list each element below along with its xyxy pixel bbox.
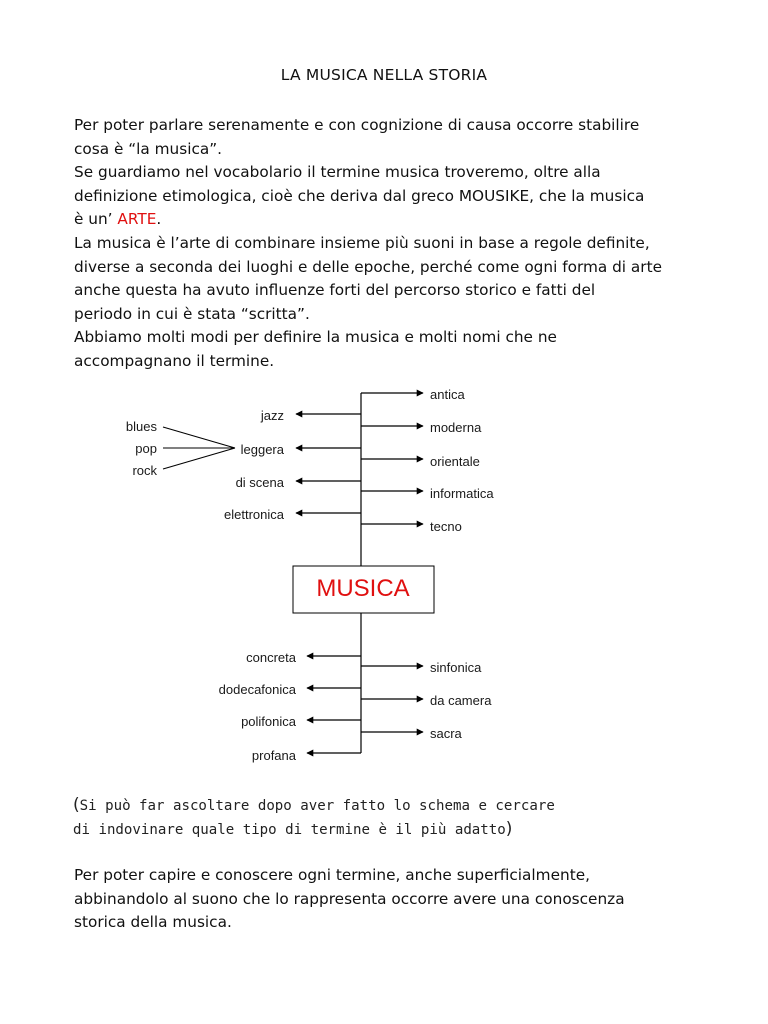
label-tecno: tecno <box>430 519 462 534</box>
label-sacra: sacra <box>430 726 462 741</box>
intro-line: Se guardiamo nel vocabolario il termine musica troveremo, oltre alla <box>74 163 601 182</box>
fan-line-blues <box>163 427 235 448</box>
label-sinfonica: sinfonica <box>430 660 482 675</box>
label-pop: pop <box>135 441 157 456</box>
label-polifonica: polifonica <box>241 714 296 729</box>
label-antica: antica <box>430 387 465 402</box>
closing-line: Per poter capire e conoscere ogni termine, anche superficialmente, <box>74 866 590 884</box>
note-text: di indovinare quale tipo di termine è il più adatto <box>73 822 506 838</box>
note-line <box>73 794 733 818</box>
label-rock: rock <box>132 463 157 478</box>
musica-label: MUSICA <box>316 575 410 602</box>
label-orientale: orientale <box>430 454 480 469</box>
intro-line: Abbiamo molti modi per definire la musica e molti nomi che ne <box>74 328 557 347</box>
label-dodecafonica: dodecafonica <box>218 682 296 697</box>
intro-text: è un’ <box>74 210 118 229</box>
label-da-camera: da camera <box>430 693 492 708</box>
intro-line: periodo in cui è stata “scritta”. <box>74 304 310 323</box>
intro-line: definizione etimologica, cioè che deriva dal greco MOUSIKE, che la musica <box>74 186 645 205</box>
note-text: Si può far ascoltare dopo aver fatto lo schema e cercare <box>79 798 555 814</box>
note-close-paren: ) <box>505 819 513 839</box>
label-leggera: leggera <box>240 442 284 457</box>
label-blues: blues <box>125 419 157 434</box>
closing-line: abbinandolo al suono che lo rappresenta occorre avere una conoscenza <box>74 889 625 908</box>
fan-line-rock <box>163 448 235 469</box>
closing-paragraph <box>74 864 714 935</box>
intro-line: cosa è “la musica”. <box>74 139 223 158</box>
intro-line: diverse a seconda dei luoghi e delle epoche, perché come ogni forma di arte <box>74 257 662 276</box>
label-di-scena: di scena <box>235 475 284 490</box>
label-elettronica: elettronica <box>224 507 284 522</box>
intro-line: anche questa ha avuto influenze forti del percorso storico e fatti del <box>74 281 596 300</box>
label-informatica: informatica <box>430 486 494 501</box>
label-profana: profana <box>251 748 296 763</box>
page-title: LA MUSICA NELLA STORIA <box>280 66 488 84</box>
label-moderna: moderna <box>430 420 482 435</box>
note-open-paren: ( <box>73 795 80 815</box>
note-line <box>73 818 733 842</box>
label-concreta: concreta <box>246 650 296 665</box>
intro-line: Per poter parlare serenamente e con cognizione di causa occorre stabilire <box>74 116 640 134</box>
closing-line: storica della musica. <box>74 913 232 932</box>
arte-highlight: ARTE <box>117 210 157 229</box>
intro-text: . <box>156 210 162 229</box>
note-paragraph <box>73 794 733 842</box>
intro-line: accompagnano il termine. <box>74 351 275 370</box>
label-jazz: jazz <box>260 408 284 423</box>
intro-line: La musica è l’arte di combinare insieme più suoni in base a regole definite, <box>74 233 650 252</box>
